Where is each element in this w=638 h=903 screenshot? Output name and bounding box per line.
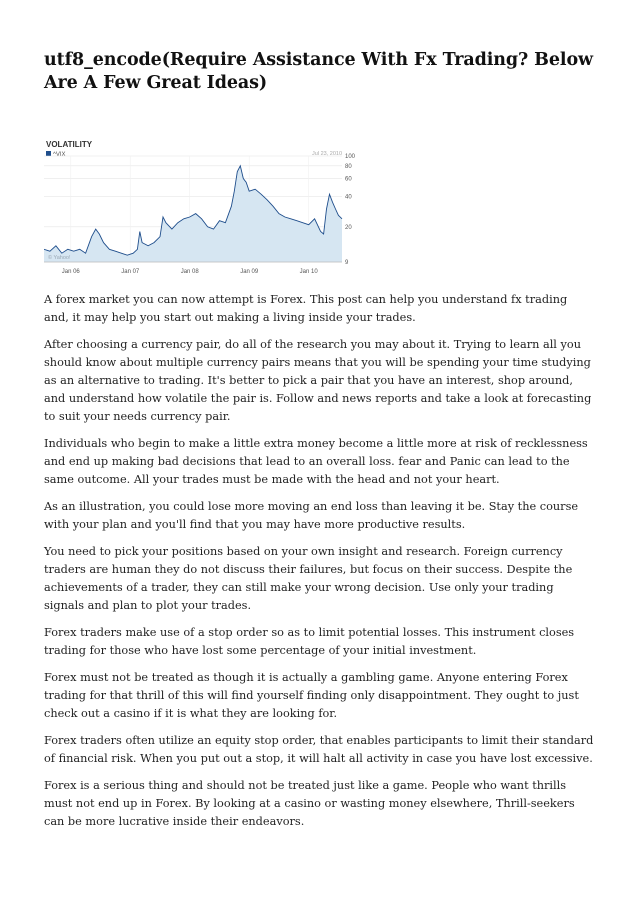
x-tick-label: Jan 09: [240, 269, 259, 275]
x-tick-label: Jan 06: [61, 269, 80, 275]
y-tick-label: 9: [345, 260, 349, 266]
chart-watermark: © Yahoo!: [48, 255, 71, 261]
y-tick-label: 40: [345, 194, 352, 201]
chart-date-label: Jul 23, 2010: [312, 151, 342, 157]
paragraph-3: Individuals who begin to make a little extra money become a little more at risk of recklessness and end up making bad decisions that lead to an overall loss. fear and Panic can lead to the same outcome. All your trades must be made with the head and not your heart.: [44, 437, 588, 486]
paragraph-5: You need to pick your positions based on your own insight and research. Foreign currency traders are human they do not discuss their failures, but focus on their success. Despite the achievements of a trader, they can still make your wrong decision. Use only your trading signals and plan to plot your trades.: [44, 545, 573, 612]
x-tick-label: Jan 10: [299, 269, 318, 275]
paragraph-8: Forex traders often utilize an equity stop order, that enables participants to limit their standard of financial risk. When you put out a stop, it will halt all activity in case you have lost excessive.: [44, 734, 594, 765]
document-title: utf8_encode(Require Assistance With Fx Trading? Below Are A Few Great Ideas): [44, 50, 593, 93]
x-tick-label: Jan 08: [180, 269, 199, 275]
volatility-chart: [44, 138, 364, 278]
y-tick-label: 100: [345, 154, 356, 160]
chart-title: VOLATILITY: [46, 140, 93, 149]
article-body: [44, 291, 594, 840]
chart-svg: [44, 138, 364, 278]
y-tick-label: 20: [345, 224, 352, 231]
y-tick-label: 80: [345, 163, 352, 170]
series-area: [44, 166, 342, 262]
legend-marker: [46, 151, 51, 156]
paragraph-2: After choosing a currency pair, do all of the research you may about it. Trying to learn all you should know about multiple currency pairs means that you will be spending your time studying as an alternative to trading. It's better to pick a pair that you have an interest, shop around, and understand how volatile the pair is. Follow and news reports and take a look at forecasting to suit your needs currency pair.: [44, 338, 592, 423]
x-tick-label: Jan 07: [121, 269, 140, 275]
paragraph-9: Forex is a serious thing and should not be treated just like a game. People who want thrills must not end up in Forex. By looking at a casino or wasting money elsewhere, Thrill-seekers can be more lucrative inside their endeavors.: [44, 779, 575, 828]
y-tick-label: 60: [345, 176, 352, 183]
paragraph-7: Forex must not be treated as though it is actually a gambling game. Anyone entering Forex trading for that thrill of this will find yourself finding only disappointment. They ought to just check out a casino if it is what they are looking for.: [44, 671, 579, 720]
paragraph-1: A forex market you can now attempt is Forex. This post can help you understand fx trading and, it may help you start out making a living inside your trades.: [44, 293, 568, 324]
paragraph-4: As an illustration, you could lose more moving an end loss than leaving it be. Stay the course with your plan and you'll find that you may have more productive results.: [44, 500, 579, 531]
paragraph-6: Forex traders make use of a stop order so as to limit potential losses. This instrument closes trading for those who have lost some percentage of your initial investment.: [44, 626, 575, 657]
legend-label: ^VIX: [53, 152, 66, 158]
